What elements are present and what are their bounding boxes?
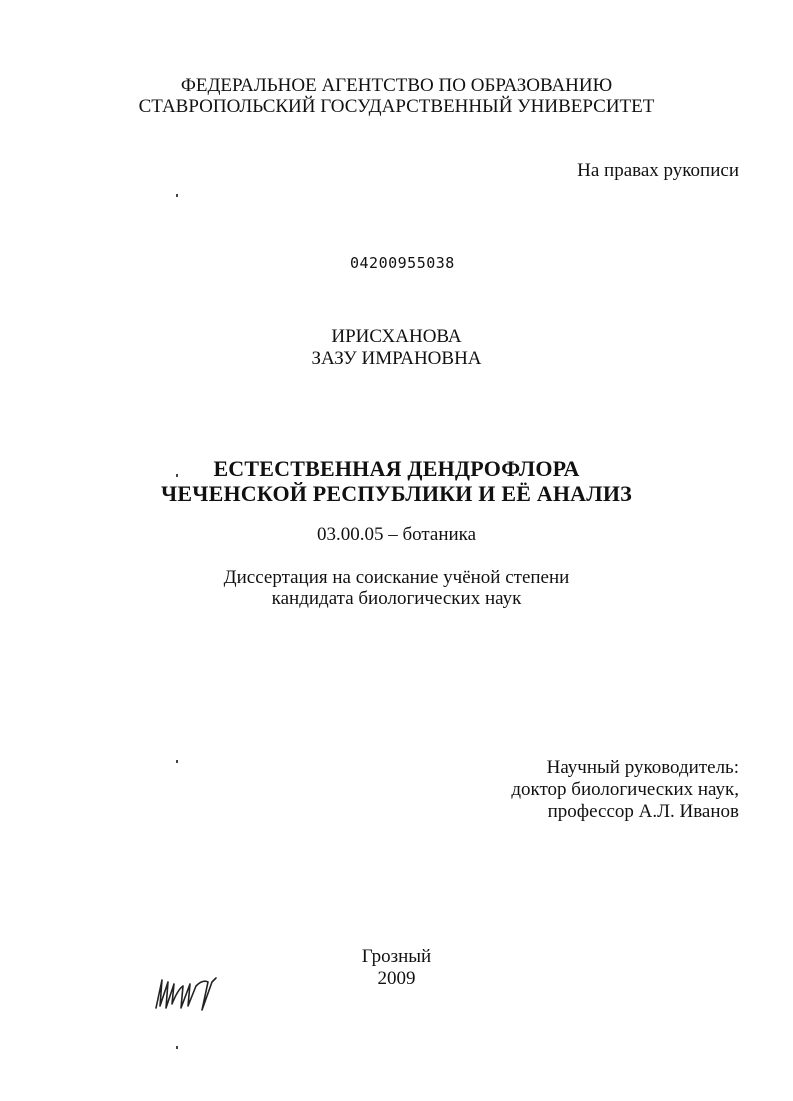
specialty: 03.00.05 – ботаника xyxy=(316,524,477,545)
author-given-names: ЗАЗУ ИМРАНОВНА xyxy=(311,348,482,369)
catalog-code: 04200955038 xyxy=(350,254,455,272)
supervisor-name: профессор А.Л. Иванов xyxy=(547,801,739,822)
signature-icon xyxy=(150,968,230,1018)
rights-note: На правах рукописи xyxy=(577,160,739,181)
year: 2009 xyxy=(377,968,416,989)
agency-name: ФЕДЕРАЛЬНОЕ АГЕНТСТВО ПО ОБРАЗОВАНИЮ xyxy=(180,75,613,96)
supervisor-degree: доктор биологических наук, xyxy=(511,779,739,800)
scan-speck xyxy=(176,1046,178,1049)
degree-line1: Диссертация на соискание учёной степени xyxy=(223,567,570,588)
university-name: СТАВРОПОЛЬСКИЙ ГОСУДАРСТВЕННЫЙ УНИВЕРСИТЕТ xyxy=(138,96,655,117)
supervisor-label: Научный руководитель: xyxy=(546,757,739,778)
degree-line2: кандидата биологических наук xyxy=(271,588,522,609)
city: Грозный xyxy=(361,946,432,967)
author-surname: ИРИСХАНОВА xyxy=(331,326,462,347)
scan-speck xyxy=(176,194,178,197)
scan-speck xyxy=(176,760,178,763)
dissertation-title-line2: ЧЕЧЕНСКОЙ РЕСПУБЛИКИ И ЕЁ АНАЛИЗ xyxy=(161,481,632,506)
dissertation-title-line1: ЕСТЕСТВЕННАЯ ДЕНДРОФЛОРА xyxy=(213,456,580,481)
